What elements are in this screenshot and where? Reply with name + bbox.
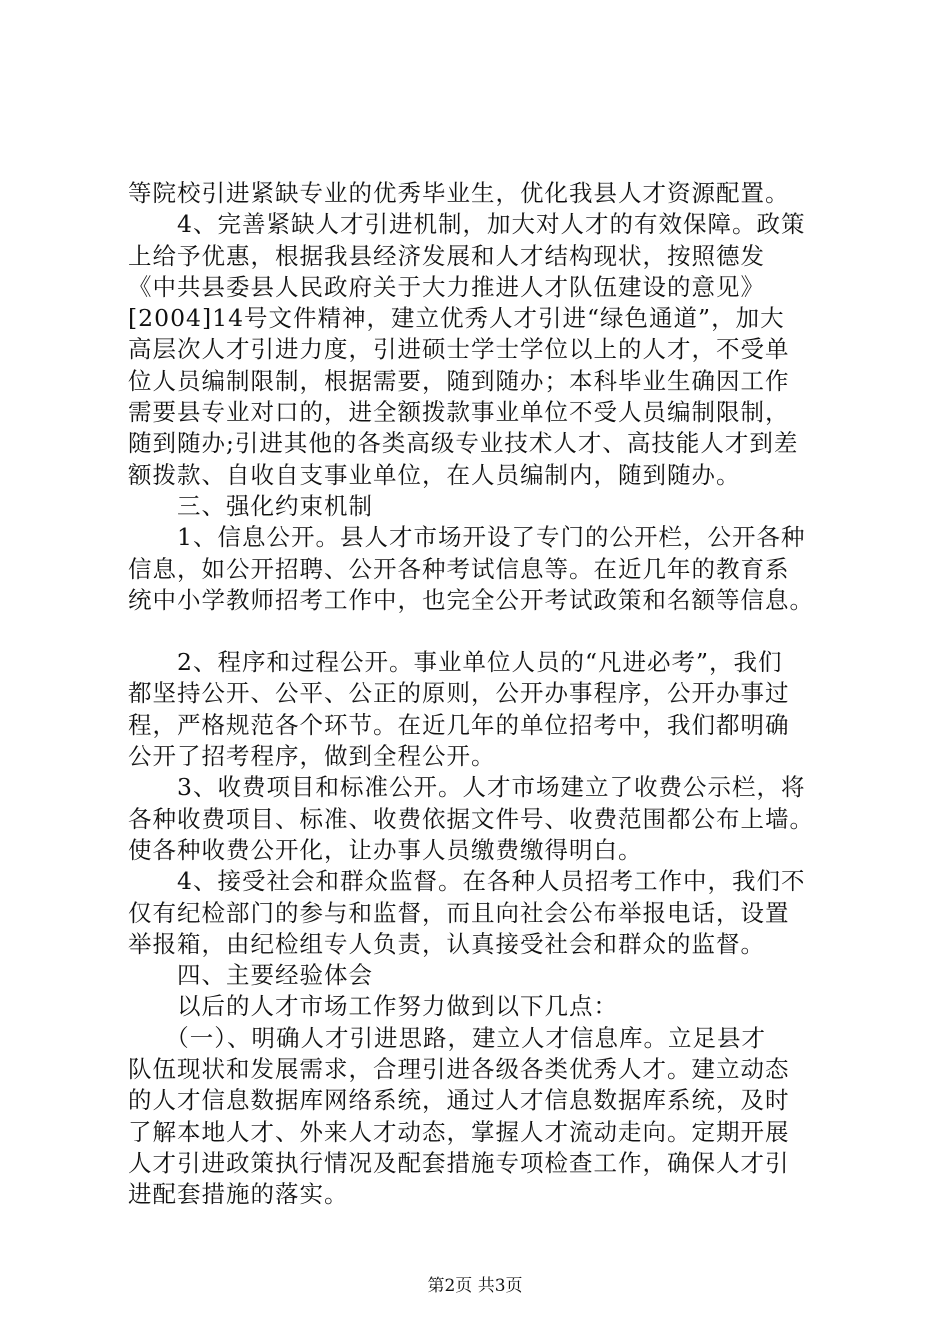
text-line: 额拨款、自收自支事业单位，在人员编制内，随到随办。: [128, 460, 741, 489]
text-line: 需要县专业对口的，进全额拨款事业单位不受人员编制限制，: [128, 398, 790, 427]
text-line: 公开了招考程序，做到全程公开。: [128, 742, 496, 771]
text-line: 随到随办;引进其他的各类高级专业技术人才、高技能人才到差: [128, 429, 799, 458]
text-line: 2、程序和过程公开。事业单位人员的“凡进必考”，我们: [128, 648, 783, 677]
text-line: 3、收费项目和标准公开。人才市场建立了收费公示栏，将: [128, 773, 806, 802]
text-line: 都坚持公开、公平、公正的原则，公开办事程序，公开办事过: [128, 679, 790, 708]
text-line: 进配套措施的落实。: [128, 1180, 349, 1209]
text-line: 1、信息公开。县人才市场开设了专门的公开栏，公开各种: [128, 523, 806, 552]
text-line: 以后的人才市场工作努力做到以下几点：: [128, 992, 618, 1021]
text-line: 程，严格规范各个环节。在近几年的单位招考中，我们都明确: [128, 710, 790, 739]
text-line: 了解本地人才、外来人才动态，掌握人才流动走向。定期开展: [128, 1117, 790, 1146]
text-line: 信息，如公开招聘、公开各种考试信息等。在近几年的教育系: [128, 554, 790, 583]
text-line: 高层次人才引进力度，引进硕士学士学位以上的人才，不受单: [128, 335, 790, 364]
text-line: 三、强化约束机制: [128, 491, 373, 520]
text-line: 上给予优惠，根据我县经济发展和人才结构现状，按照德发: [128, 241, 765, 270]
text-line: （一）、明确人才引进思路，建立人才信息库。立足县才: [128, 1023, 766, 1052]
text-line: 4、接受社会和群众监督。在各种人员招考工作中，我们不: [128, 867, 806, 896]
text-line: 位人员编制限制，根据需要，随到随办；本科毕业生确因工作: [128, 366, 790, 395]
text-line: 《中共县委县人民政府关于大力推进人才队伍建设的意见》: [128, 272, 765, 301]
text-line: 举报箱，由纪检组专人负责，认真接受社会和群众的监督。: [128, 929, 765, 958]
text-line: [128, 616, 848, 647]
text-line: [2004]14号文件精神，建立优秀人才引进“绿色通道”，加大: [128, 304, 785, 333]
body-text: [128, 178, 848, 1211]
text-line: 统中小学教师招考工作中，也完全公开考试政策和名额等信息。: [128, 585, 814, 614]
text-line: 各种收费项目、标准、收费依据文件号、收费范围都公布上墙。: [128, 804, 814, 833]
text-line: 仅有纪检部门的参与和监督，而且向社会公布举报电话，设置: [128, 898, 790, 927]
text-line: 四、主要经验体会: [128, 961, 373, 990]
text-line: 人才引进政策执行情况及配套措施专项检查工作，确保人才引: [128, 1148, 790, 1177]
text-line: 的人才信息数据库网络系统，通过人才信息数据库系统，及时: [128, 1086, 790, 1115]
text-line: 4、完善紧缺人才引进机制，加大对人才的有效保障。政策: [128, 210, 806, 239]
text-line: 等院校引进紧缺专业的优秀毕业生，优化我县人才资源配置。: [128, 179, 790, 207]
page-footer: 第2页 共3页: [427, 1276, 523, 1296]
text-line: 使各种收费公开化，让办事人员缴费缴得明白。: [128, 835, 643, 864]
text-line: 队伍现状和发展需求，合理引进各级各类优秀人才。建立动态: [128, 1055, 790, 1084]
